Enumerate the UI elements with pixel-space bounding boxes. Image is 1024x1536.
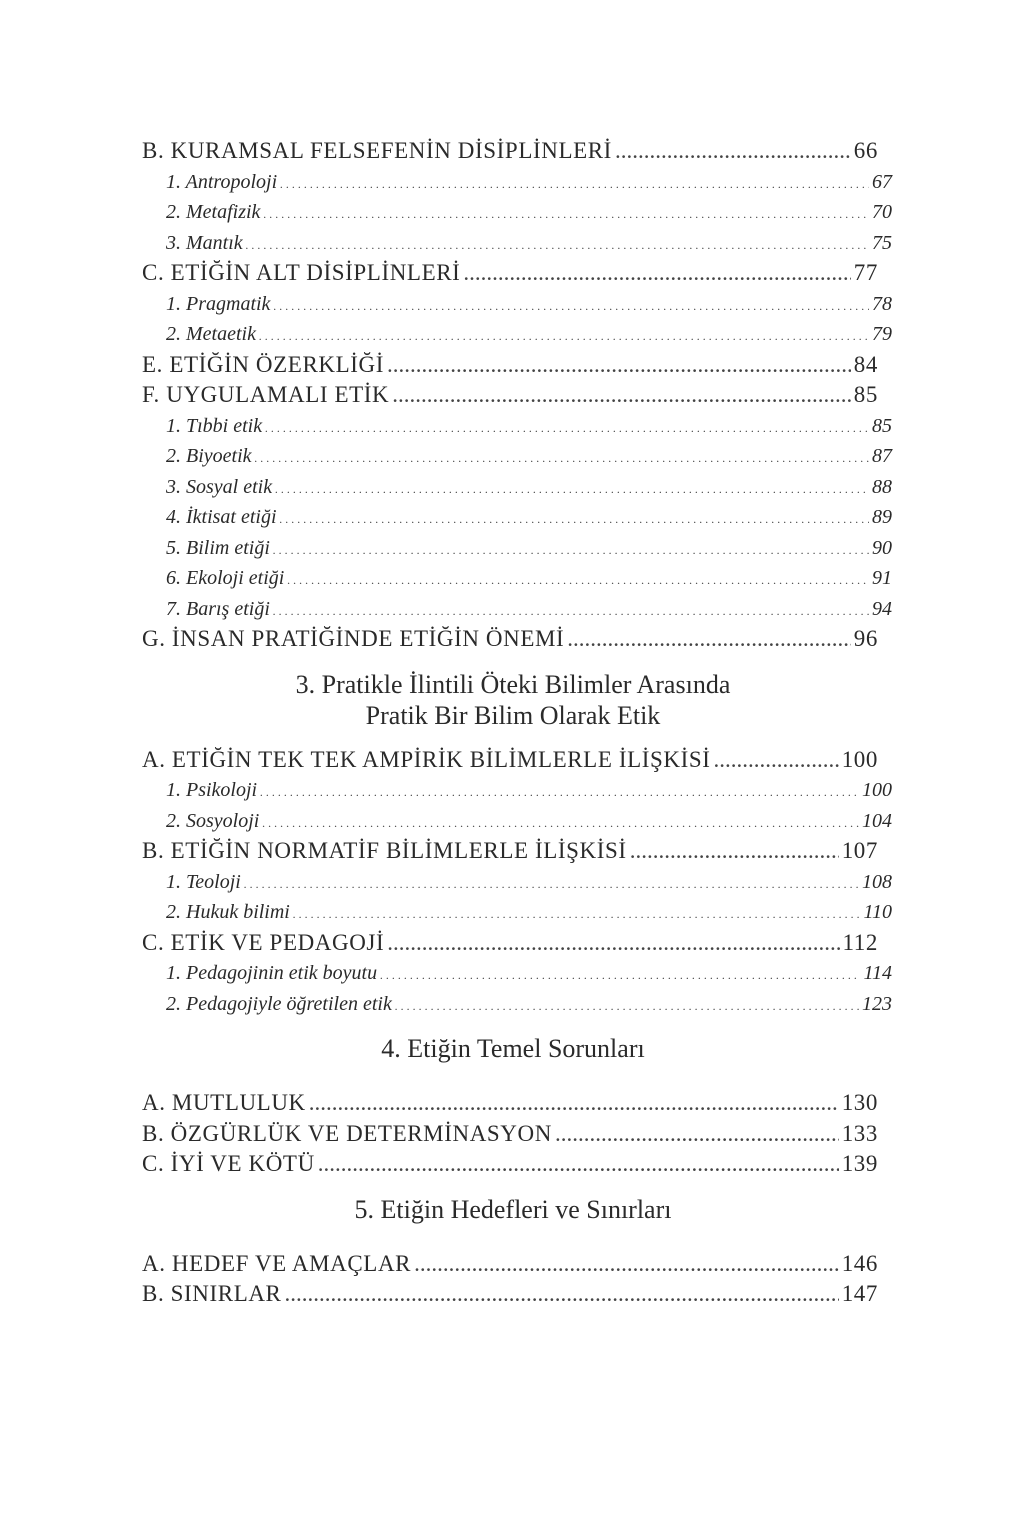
toc-entry-label: B. SINIRLAR [142,1281,282,1306]
toc-entry-label: 1. Teoloji [166,870,241,893]
toc-entry-page-number: 104 [862,809,892,832]
dot-leader [567,624,851,655]
toc-entry-main [142,350,878,381]
toc-entry-label: 2. Biyoetik [166,445,252,467]
toc-entry-page-number: 85 [853,382,878,407]
dot-leader [309,1088,839,1119]
toc-entry-list [142,1088,892,1180]
toc-entry-sub [142,867,892,898]
toc-entry-sub [142,441,892,472]
toc-entry-page-number: 133 [841,1120,878,1146]
dot-leader [293,897,861,930]
toc-entry-page-number: 96 [853,626,878,651]
dot-leader [387,350,851,381]
toc-entry-page-number: 70 [872,201,892,223]
toc-section [142,136,892,655]
dot-leader [280,167,869,200]
dot-leader [285,1279,839,1310]
toc-entry-sub [142,472,892,503]
toc-entry-sub [142,897,892,928]
toc-entry-list [142,1249,892,1310]
toc-entry-main [142,258,878,289]
toc-entry-label: E. ETİĞİN ÖZERKLİĞİ [142,351,384,377]
toc-entry-page-number: 139 [841,1151,878,1176]
toc-entry-main [142,836,878,867]
toc-entry-label: 2. Pedagojiyle öğretilen etik [166,992,392,1015]
toc-entry-label: A. ETİĞİN TEK TEK AMPİRİK BİLİMLERLE İLİŞKİSİ [142,746,711,772]
toc-entry-sub [142,411,892,442]
toc-entry-page-number: 84 [853,351,878,377]
toc-entry-page-number: 88 [872,475,892,498]
toc-entry-page-number: 114 [863,962,892,984]
dot-leader [395,989,859,1022]
dot-leader [273,533,869,566]
toc-entry-label: 1. Pragmatik [166,292,271,315]
toc-entry-sub [142,289,892,320]
chapter-title-line: Pratik Bir Bilim Olarak Etik [365,700,661,730]
toc-entry-sub [142,958,892,989]
dot-leader [259,319,869,352]
dot-leader [262,806,859,839]
dot-leader [555,1119,839,1150]
toc-entry-sub [142,594,892,625]
dot-leader [392,380,851,411]
toc-entry-label: B. ETİĞİN NORMATİF BİLİMLERLE İLİŞKİSİ [142,838,627,863]
toc-entry-page-number: 100 [862,779,892,801]
toc-entry-sub [142,197,892,228]
toc-entry-page-number: 85 [872,414,892,437]
toc-entry-label: 2. Metafizik [166,201,261,223]
toc-entry-sub [142,228,892,259]
dot-leader [273,594,869,627]
dot-leader [244,867,859,900]
chapter-title [138,1194,888,1225]
table-of-contents [142,136,892,1310]
dot-leader [414,1249,839,1280]
toc-entry-label: 7. Barış etiği [166,597,270,620]
toc-entry-label: 1. Antropoloji [166,170,278,193]
dot-leader [265,411,869,444]
toc-entry-page-number: 77 [853,260,878,285]
dot-leader [287,563,869,596]
dot-leader [387,928,839,959]
toc-entry-sub [142,775,892,806]
toc-entry-sub [142,319,892,350]
toc-entry-page-number: 90 [872,536,892,559]
toc-entry-page-number: 112 [842,929,878,955]
toc-entry-label: 5. Bilim etiği [166,536,270,559]
dot-leader [630,836,839,867]
toc-entry-label: 6. Ekoloji etiği [166,567,285,589]
chapter-title [138,1033,888,1064]
toc-section [142,669,892,1020]
toc-entry-page-number: 110 [863,901,892,923]
toc-entry-main [142,624,878,655]
toc-entry-main [142,380,878,411]
toc-entry-sub [142,533,892,564]
dot-leader [714,745,839,776]
dot-leader [246,228,869,261]
toc-entry-sub [142,563,892,594]
dot-leader [263,197,869,230]
toc-entry-label: 2. Sosyoloji [166,809,260,832]
toc-entry-label: 2. Metaetik [166,323,256,345]
toc-entry-page-number: 100 [841,746,878,772]
toc-entry-label: B. KURAMSAL FELSEFENİN DİSİPLİNLERİ [142,138,612,163]
toc-entry-main [142,745,878,776]
toc-entry-label: 3. Sosyal etik [166,475,273,498]
toc-entry-main [142,1088,878,1119]
toc-entry-page-number: 91 [872,567,892,589]
toc-entry-label: C. ETİĞİN ALT DİSİPLİNLERİ [142,260,461,285]
toc-entry-page-number: 87 [872,445,892,467]
toc-entry-page-number: 146 [841,1250,878,1276]
toc-entry-main [142,1279,878,1310]
toc-entry-label: 2. Hukuk bilimi [166,901,290,923]
toc-entry-label: A. HEDEF VE AMAÇLAR [142,1250,412,1276]
dot-leader [260,775,859,808]
toc-entry-label: C. İYİ VE KÖTÜ [142,1151,315,1176]
toc-entry-page-number: 108 [862,870,892,893]
toc-entry-list [142,136,892,655]
toc-entry-label: B. ÖZGÜRLÜK VE DETERMİNASYON [142,1120,552,1146]
dot-leader [273,289,869,322]
chapter-title-line: 4. Etiğin Temel Sorunları [381,1034,645,1063]
dot-leader [463,258,850,289]
toc-entry-page-number: 79 [872,323,892,345]
toc-entry-list [142,745,892,1020]
toc-entry-main [142,1119,878,1150]
toc-entry-sub [142,167,892,198]
dot-leader [380,958,860,991]
chapter-title-line: 3. Pratikle İlintili Öteki Bilimler Arasında [295,669,731,699]
dot-leader [280,502,869,535]
toc-entry-label: F. UYGULAMALI ETİK [142,382,390,407]
toc-entry-page-number: 78 [872,292,892,315]
dot-leader [275,472,869,505]
toc-entry-sub [142,502,892,533]
toc-entry-page-number: 130 [841,1090,878,1115]
toc-entry-sub [142,989,892,1020]
toc-entry-page-number: 67 [872,170,892,193]
dot-leader [255,441,869,474]
toc-entry-page-number: 123 [862,992,892,1015]
toc-entry-label: A. MUTLULUK [142,1090,306,1115]
toc-entry-label: 3. Mantık [166,231,243,254]
toc-entry-main [142,1249,878,1280]
toc-entry-label: G. İNSAN PRATİĞİNDE ETİĞİN ÖNEMİ [142,626,565,651]
toc-entry-page-number: 75 [872,231,892,254]
toc-section [142,1033,892,1180]
toc-entry-label: 1. Tıbbi etik [166,414,263,437]
chapter-title [138,669,888,731]
toc-entry-page-number: 147 [841,1281,878,1306]
dot-leader [318,1149,839,1180]
toc-entry-sub [142,806,892,837]
toc-entry-main [142,1149,878,1180]
toc-entry-page-number: 107 [841,838,878,863]
toc-entry-main [142,928,878,959]
toc-entry-label: 4. İktisat etiği [166,506,277,528]
toc-entry-page-number: 89 [872,506,892,528]
toc-entry-label: 1. Pedagojinin etik boyutu [166,962,378,984]
toc-entry-label: 1. Psikoloji [166,779,258,801]
dot-leader [615,136,851,167]
toc-entry-label: C. ETİK VE PEDAGOJİ [142,929,385,955]
toc-section [142,1194,892,1310]
toc-entry-main [142,136,878,167]
chapter-title-line: 5. Etiğin Hedefleri ve Sınırları [354,1194,672,1224]
toc-entry-page-number: 94 [872,597,892,620]
toc-entry-page-number: 66 [853,138,878,163]
